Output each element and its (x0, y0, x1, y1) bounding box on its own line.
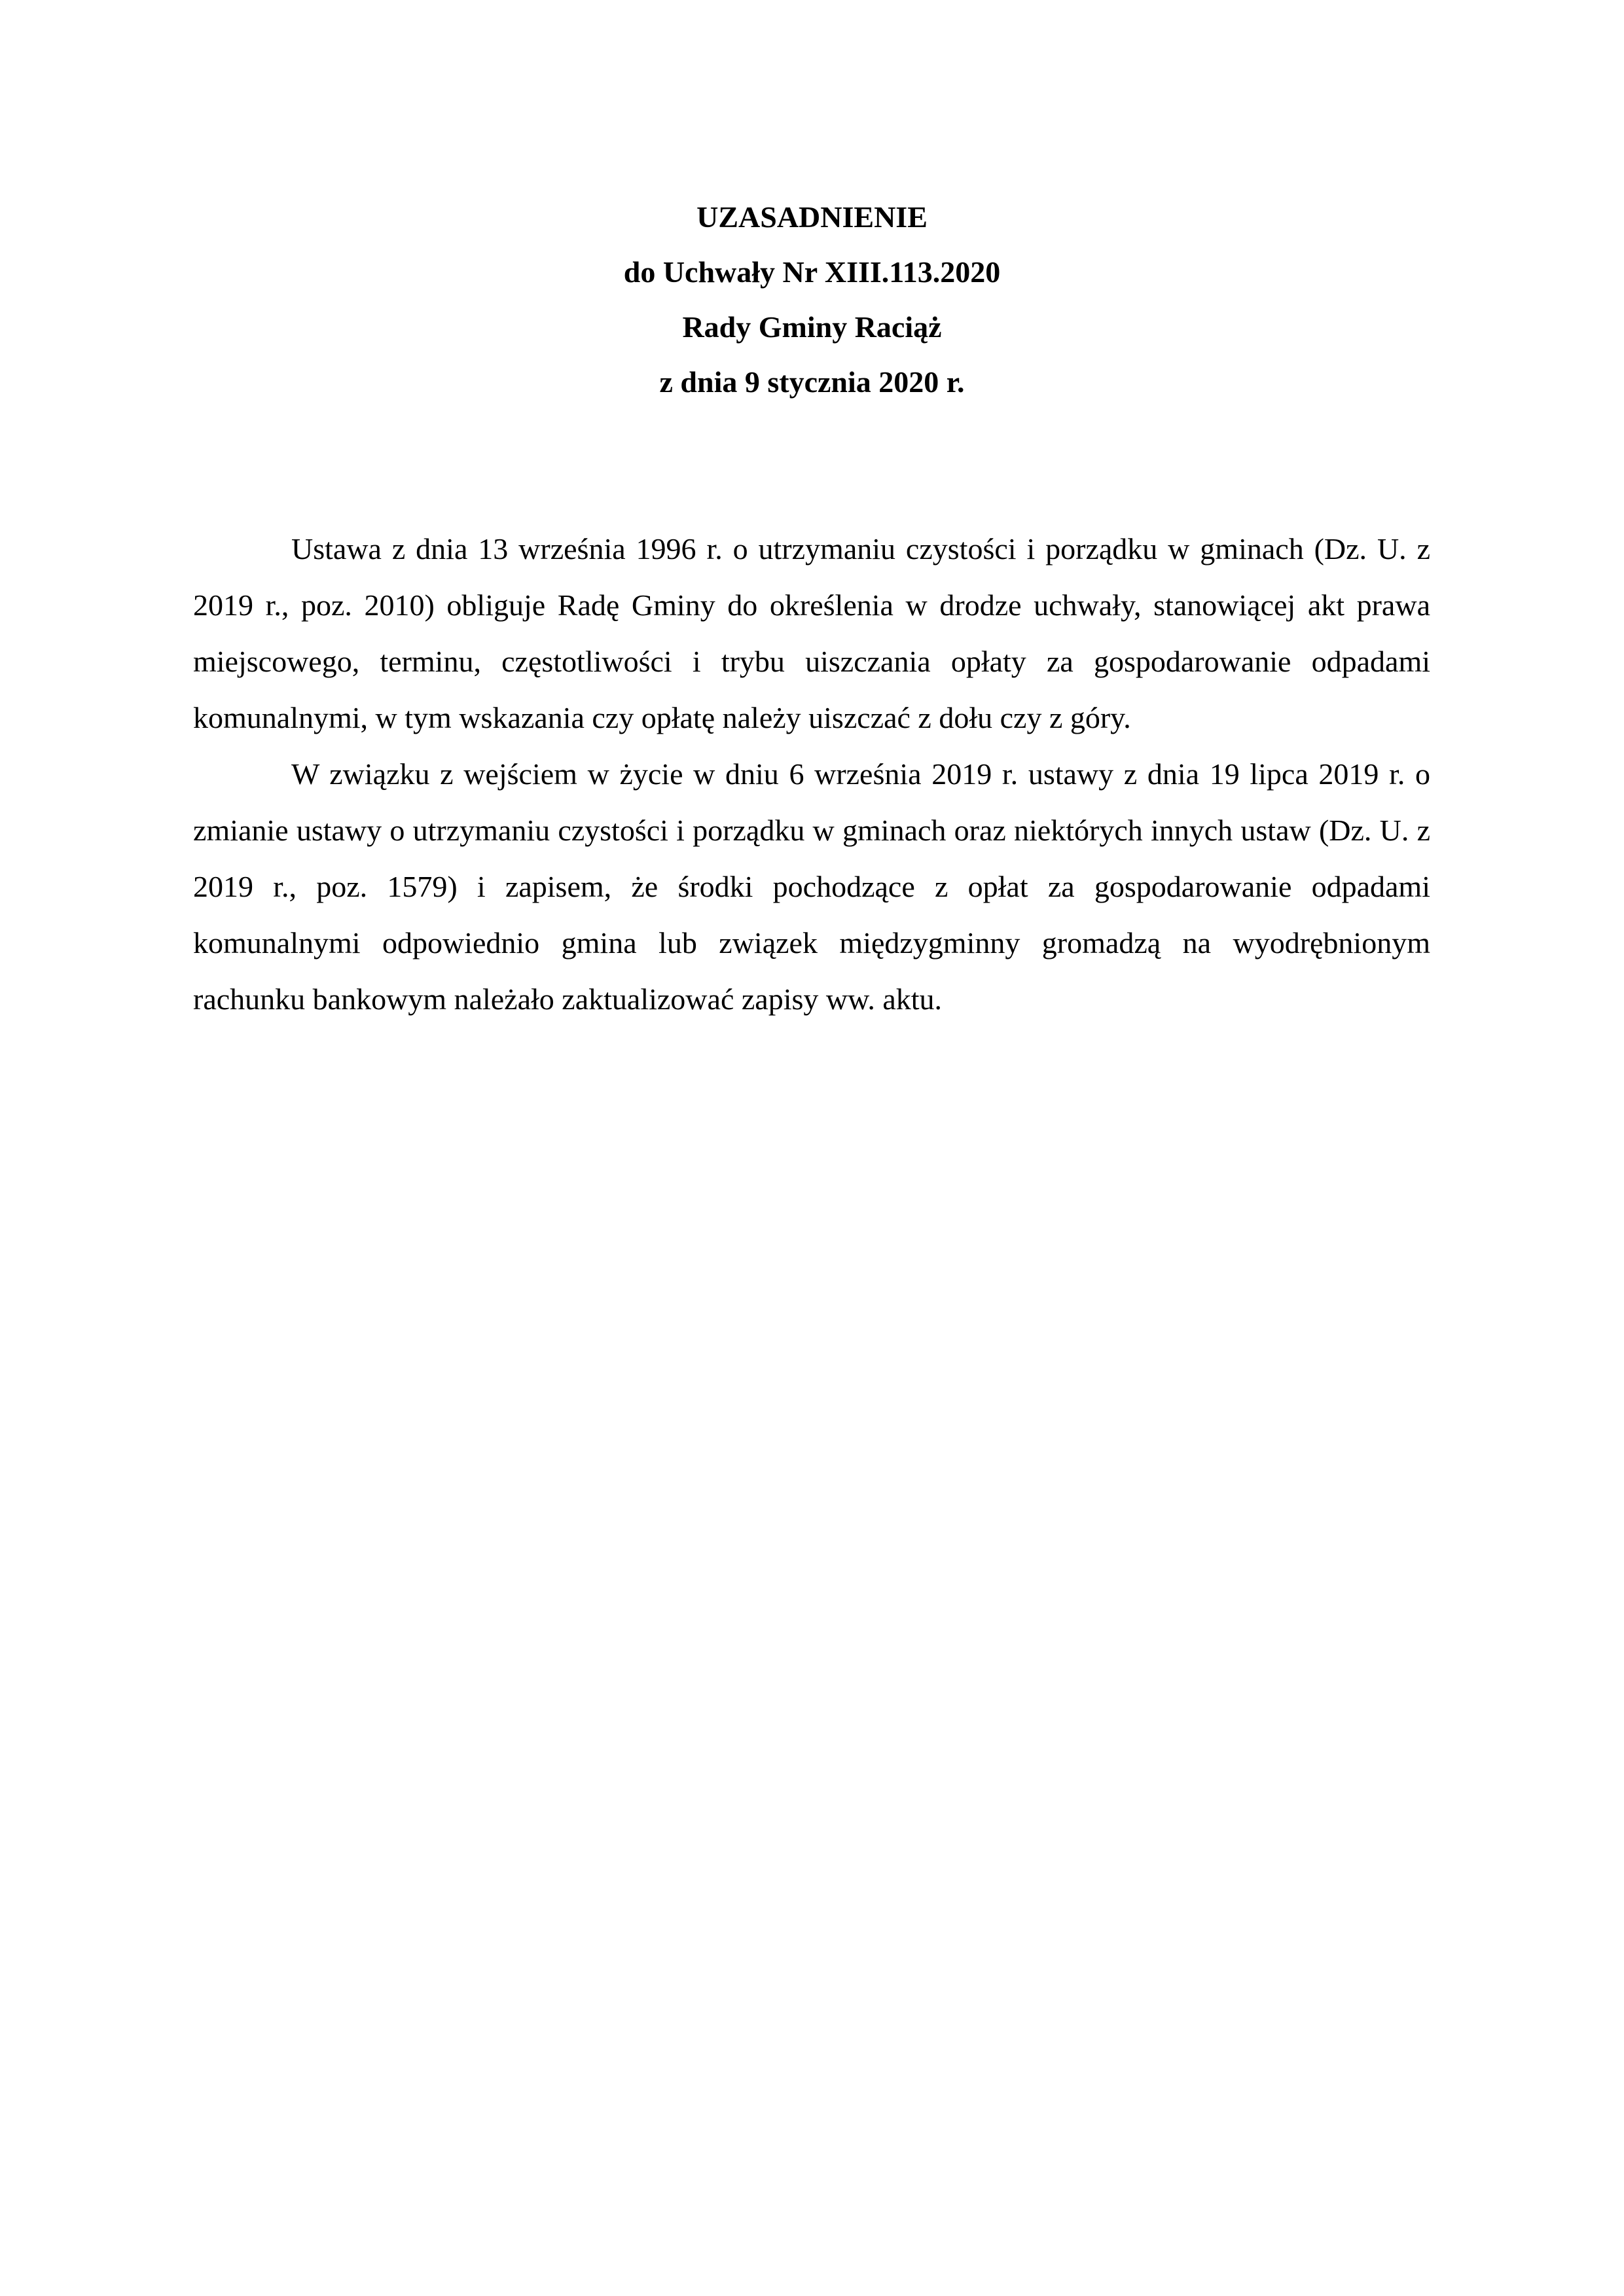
document-title: UZASADNIENIE (696, 200, 928, 234)
document-heading (0, 190, 1624, 410)
paragraph-2: W związku z wejściem w życie w dniu 6 września 2019 r. ustawy z dnia 19 lipca 2019 r. o zmianie ustawy o utrzymaniu czystości i porządku w gminach oraz niektórych innych ustaw (Dz. U. z 2019 r., poz. 1579) i zapisem, że środki pochodzące z opłat za gospodarowanie odpadami komunalnymi odpowiednio gmina lub związek międzygminny gromadzą na wyodrębnionym rachunku bankowym należało zaktualizować zapisy ww. aktu. (193, 757, 1430, 1016)
paragraph-1: Ustawa z dnia 13 września 1996 r. o utrzymaniu czystości i porządku w gminach (Dz. U. z 2019 r., poz. 2010) obliguje Radę Gminy do określenia w drodze uchwały, stanowiącej akt prawa miejscowego, terminu, częstotliwości i trybu uiszczania opłaty za gospodarowanie odpadami komunalnymi, w tym wskazania czy opłatę należy uiszczać z dołu czy z góry. (193, 532, 1430, 734)
resolution-number: do Uchwały Nr XIII.113.2020 (623, 255, 1001, 289)
council-name: Rady Gminy Raciąż (682, 310, 942, 344)
document-body (193, 521, 1430, 1028)
resolution-date: z dnia 9 stycznia 2020 r. (659, 365, 965, 399)
